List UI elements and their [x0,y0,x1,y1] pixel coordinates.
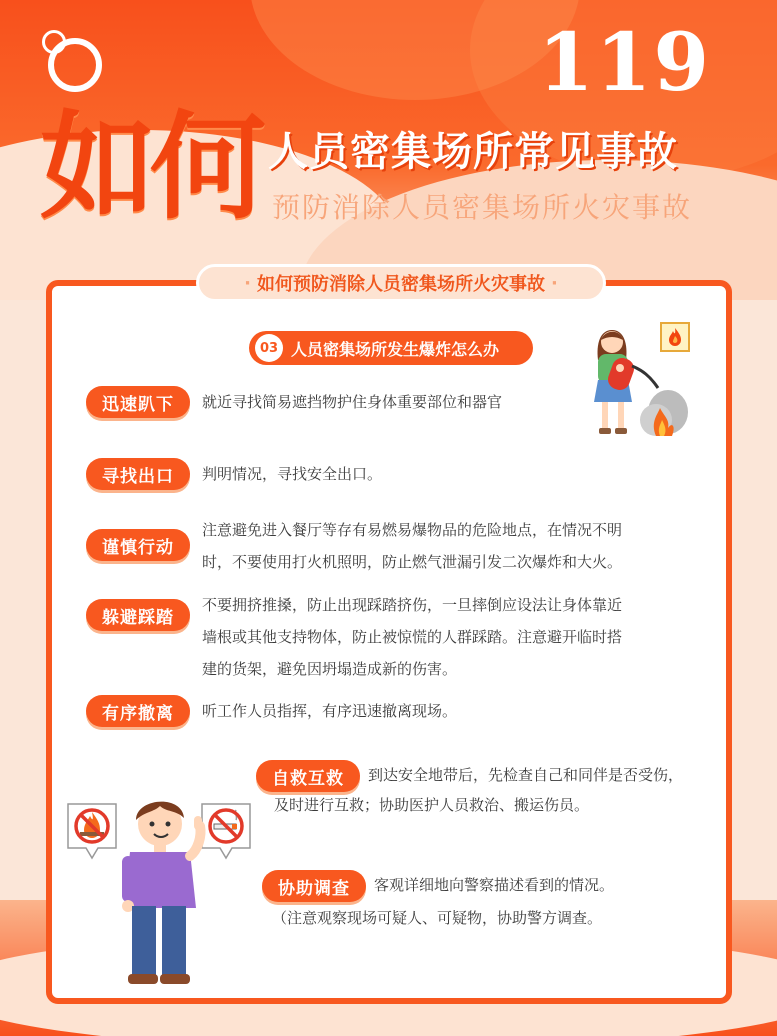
dot-icon: · [244,272,251,294]
section-pill [249,331,533,365]
sub-title: 预防消除人员密集场所火灾事故 [272,191,693,224]
tip-text: 判明情况，寻找安全出口。 [202,465,383,483]
tip-label: 有序撤离 [86,695,190,727]
tip-text: 到达安全地带后，先检查自己和同伴是否受伤， [368,766,684,784]
tip-label: 迅速趴下 [86,386,190,418]
panel-header-text: 如何预防消除人员密集场所火灾事故 [257,274,545,295]
section-number: 03 [255,334,283,362]
dot-icon: · [551,272,558,294]
tip-text: 注意避免进入餐厅等存有易燃易爆物品的危险地点，在情况不明 时，不要使用打火机照明，防止燃气泄漏引发二次爆炸和大火。 [202,521,623,571]
tip-text: 及时进行互救；协助医护人员救治、搬运伤员。 [274,796,590,814]
section-title: 人员密集场所发生爆炸怎么办 [291,339,500,359]
rings-icon [42,30,106,90]
panel-header [196,264,606,302]
big-title: 如何 [40,100,260,235]
tip-label: 躲避踩踏 [86,599,190,631]
tip-text: 就近寻找简易遮挡物护住身体重要部位和器官 [202,393,503,411]
tip-label: 谨慎行动 [86,529,190,561]
tip-label: 协助调查 [262,870,366,902]
emergency-number: 119 [538,15,711,109]
tip-text: 听工作人员指挥，有序迅速撤离现场。 [202,702,458,720]
main-title: 人员密集场所常见事故 [268,129,678,175]
tip-text: 客观详细地向警察描述看到的情况。 [374,876,615,894]
thumbs-up-boy-illustration [114,790,224,994]
no-fire-icon [62,800,122,862]
tip-text: （注意观察现场可疑人、可疑物，协助警方调查。 [272,909,603,927]
tip-text: 不要拥挤推搡，防止出现踩踏挤伤，一旦摔倒应设法让身体靠近 墙根或其他支持物体，防止被惊慌的人群踩踏。注意避开临时搭 建的货架，避免因坍塌造成新的伤害。 [202,596,623,678]
fire-extinguisher-girl-illustration [580,316,700,442]
tip-label: 寻找出口 [86,458,190,490]
tip-label: 自救互救 [256,760,360,792]
